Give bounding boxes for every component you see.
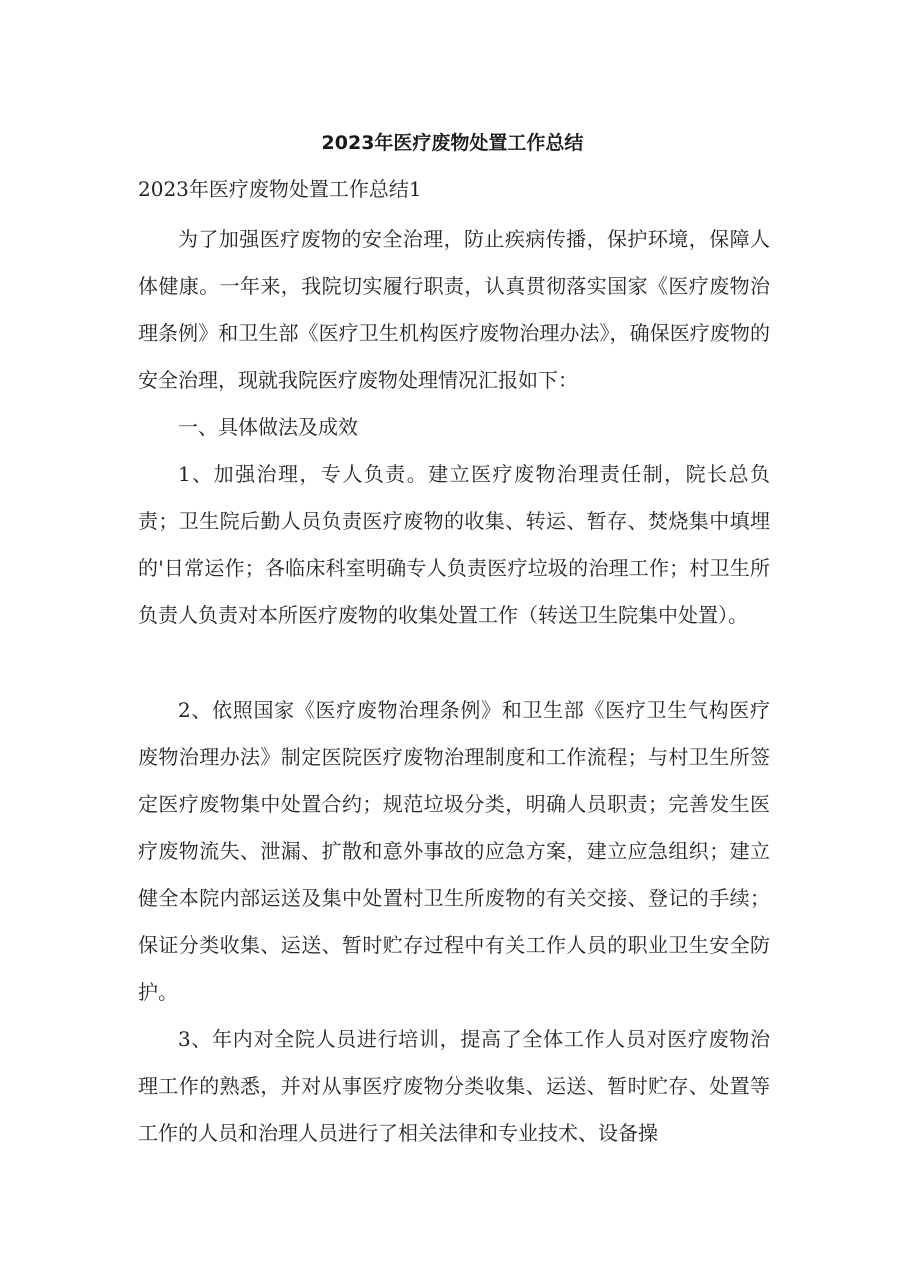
document-title: 2023年医疗废物处置工作总结	[321, 132, 584, 154]
paragraph-item-3: 3、年内对全院人员进行培训，提高了全体工作人员对医疗废物治理工作的熟悉，并对从事医疗废物分类收集、运送、暂时贮存、处置等工作的人员和治理人员进行了相关法律和专业技术、设备操	[138, 1027, 770, 1145]
section-heading: 一、具体做法及成效	[178, 415, 358, 439]
section-subtitle: 2023年医疗废物处置工作总结1	[138, 177, 422, 201]
paragraph-intro: 为了加强医疗废物的安全治理，防止疾病传播，保护环境，保障人体健康。一年来，我院切实履行职责，认真贯彻落实国家《医疗废物治理条例》和卫生部《医疗卫生机构医疗废物治理办法》，确保医疗废物的安全治理，现就我院医疗废物处理情况汇报如下：	[138, 227, 770, 392]
paragraph-item-2: 2、依照国家《医疗废物治理条例》和卫生部《医疗卫生气构医疗废物治理办法》制定医院医疗废物治理制度和工作流程；与村卫生所签定医疗废物集中处置合约；规范垃圾分类，明确人员职责；完善发生医疗废物流失、泄漏、扩散和意外事故的应急方案，建立应急组织；建立健全本院内部运送及集中处置村卫生所废物的有关交接、登记的手续；保证分类收集、运送、暂时贮存过程中有关工作人员的职业卫生安全防护。	[138, 698, 770, 1004]
paragraph-item-1: 1、加强治理，专人负责。建立医疗废物治理责任制，院长总负责；卫生院后勤人员负责医疗废物的收集、转运、暂存、焚烧集中填埋的'日常运作；各临床科室明确专人负责医疗垃圾的治理工作；村卫生所负责人负责对本所医疗废物的收集处置工作（转送卫生院集中处置）。	[138, 462, 770, 627]
